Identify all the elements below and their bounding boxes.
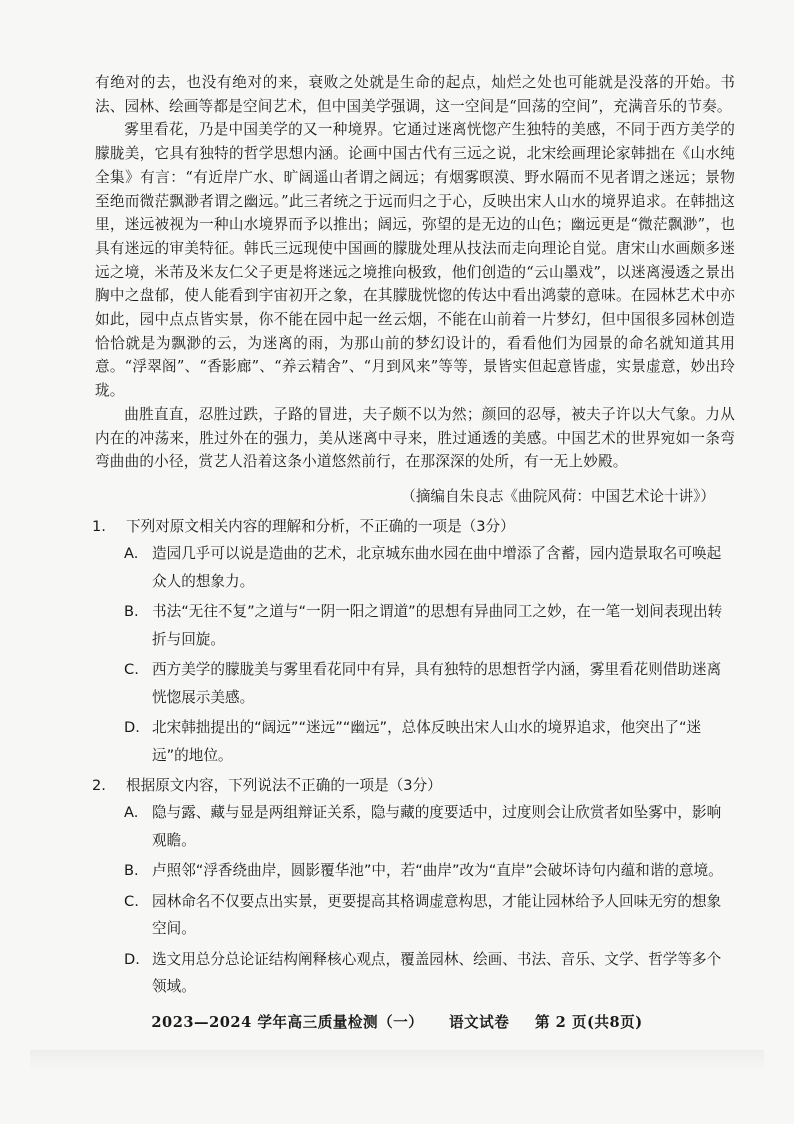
option-a xyxy=(92,799,742,854)
passage-paragraph: 雾里看花，乃是中国美学的又一种境界。它通过迷离恍惚产生独特的美感，不同于西方美学的朦胧美，它具有独特的哲学思想内涵。论画中国古代有三远之说，北宋绘画理论家韩拙在《山水纯全集》有言：“有近岸广水、旷阔遥山者谓之阔远；有烟雾暝漠、野水隔而不见者谓之迷远；景物至绝而微茫飘渺者谓之幽远。”此三者统之于远而归之于心，反映出宋人山水的境界追求。在韩拙这里，迷远被视为一种山水境界而予以推出；阔远，弥望的是无边的山色；幽远更是“微茫飘渺”，也具有迷远的审美特征。韩氏三远现使中国画的朦胧处理从技法而走向理论自觉。唐宋山水画颇多迷远之境，米芾及米友仁父子更是将迷远之境推向极致，他们创造的“云山墨戏”，以迷离漫透之景出胸中之盘郁，使人能看到宇宙初开之象，在其朦胧恍惚的传达中看出鸿蒙的意味。在园林艺术中亦如此，园中点点皆实景，你不能在园中起一丝云烟，不能在山前着一片梦幻，但中国很多园林创造恰恰就是为飘渺的云，为迷离的雨，为那山前的梦幻设计的，看看他们为园景的命名就知道其用意。“浮翠阁”、“香影廊”、“养云精舍”、“月到风来”等等，景皆实但起意皆虚，实景虚意，妙出玲珑。 xyxy=(95,121,735,400)
option-text: 北宋韩拙提出的“阔远”“迷远”“幽远”，总体反映出宋人山水的境界追求，他突出了“迷远”的地位。 xyxy=(152,719,702,764)
option-letter: C. xyxy=(124,661,139,678)
question-2 xyxy=(92,773,742,1001)
option-text: 造园几乎可以说是造曲的艺术，北京城东曲水园在曲中增添了含蓄，园内造景取名可唤起众人的想象力。 xyxy=(152,545,722,590)
option-c xyxy=(92,888,742,943)
question-number: 2. xyxy=(92,777,106,794)
passage-paragraph: 曲胜直直，忍胜过跌，子路的冒进，夫子颇不以为然；颜回的忍辱，被夫子许以大气象。力从内在的冲荡来，胜过外在的强力，美从迷离中寻来，胜过通透的美感。中国艺术的世界宛如一条弯弯曲曲的小径，赏艺人沿着这条小道悠然前行，在那深深的处所，有一无上妙殿。 xyxy=(95,405,735,471)
reading-passage xyxy=(95,71,735,474)
question-text: 根据原文内容，下列说法不正确的一项是（3分） xyxy=(126,777,442,794)
question-stem xyxy=(92,514,742,540)
option-text: 选文用总分总论证结构阐释核心观点，覆盖园林、绘画、书法、音乐、文学、哲学等多个领域。 xyxy=(152,950,722,995)
option-letter: C. xyxy=(124,892,139,910)
option-text: 园林命名不仅要点出实景，更要提高其格调虚意构思，才能让园林给予人回味无穷的想象空间。 xyxy=(152,892,722,937)
option-letter: D. xyxy=(124,719,140,736)
option-c xyxy=(92,656,742,711)
option-text: 卢照邻“浮香绕曲岸，圆影覆华池”中，若“曲岸”改为“直岸”会破坏诗句内蕴和谐的意境。 xyxy=(152,862,723,879)
option-b xyxy=(92,857,742,885)
question-number: 1. xyxy=(92,518,106,535)
option-letter: A. xyxy=(124,545,139,562)
passage-source: （摘编自朱良志《曲院风荷：中国艺术论十讲》） xyxy=(401,488,715,505)
option-text: 西方美学的朦胧美与雾里看花同中有异，具有独特的思想哲学内涵，雾里看花则借助迷离恍惚展示美感。 xyxy=(152,661,722,706)
option-letter: D. xyxy=(124,950,140,968)
option-b xyxy=(92,598,742,653)
option-a xyxy=(92,540,742,595)
question-stem xyxy=(92,773,742,799)
option-text: 书法“无往不复”之道与“一阴一阳之谓道”的思想有异曲同工之妙，在一笔一划间表现出转折与回旋。 xyxy=(152,603,723,648)
option-d xyxy=(92,946,742,1001)
subject-label: 语文试卷 xyxy=(448,1014,510,1031)
option-d xyxy=(92,714,742,769)
option-letter: B. xyxy=(124,862,139,879)
option-text: 隐与露、藏与显是两组辩证关系，隐与藏的度要适中，过度则会让欣赏者如坠雾中，影响观瞻。 xyxy=(152,804,722,849)
page-footer xyxy=(0,1011,794,1032)
passage-paragraph: 有绝对的去，也没有绝对的来，衰败之处就是生命的起点，灿烂之处也可能就是没落的开始。书法、园林、绘画等都是空间艺术，但中国美学强调，这一空间是“回荡的空间”，充满音乐的节奏。 xyxy=(95,74,735,115)
question-list xyxy=(92,514,742,1005)
option-letter: B. xyxy=(124,603,139,620)
option-letter: A. xyxy=(124,804,139,821)
question-1 xyxy=(92,514,742,769)
exam-title: 2023—2024 学年高三质量检测（一） xyxy=(151,1014,424,1031)
page-number: 第 2 页(共8页) xyxy=(534,1014,643,1031)
question-text: 下列对原文相关内容的理解和分析，不正确的一项是（3分） xyxy=(126,518,515,535)
scan-shadow xyxy=(30,1050,764,1072)
